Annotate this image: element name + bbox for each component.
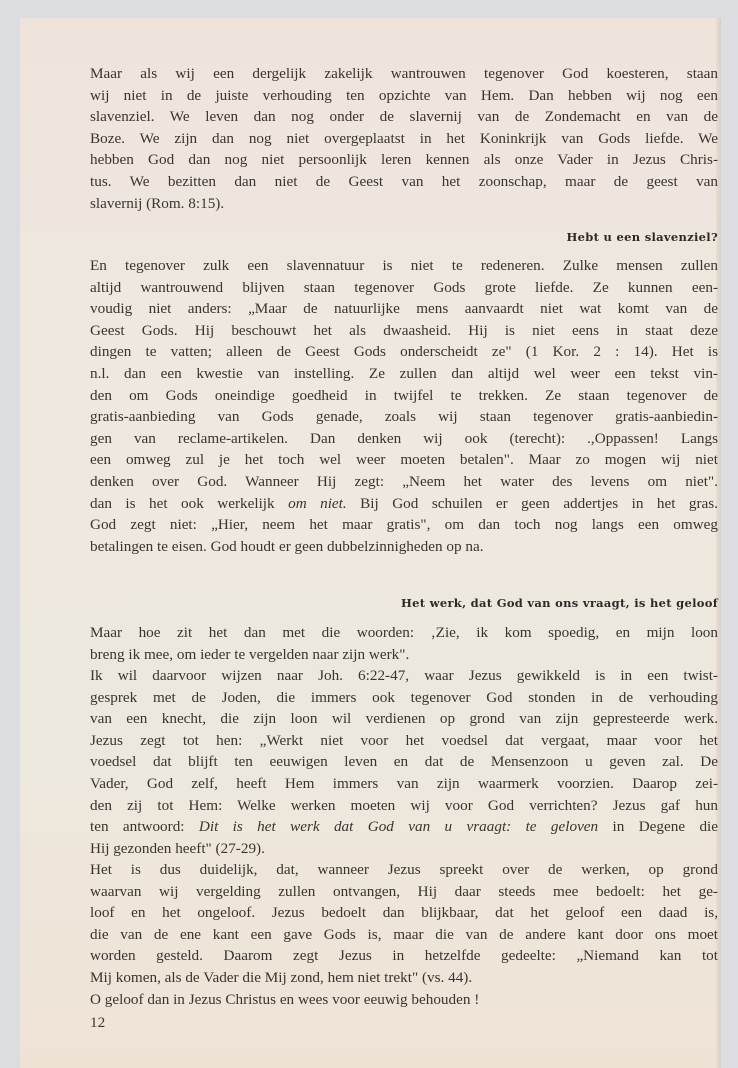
text-line: hebben God dan nog niet persoonlijk leren kennen als onze Vader in Jezus Chris- [90,151,718,169]
text-line: Boze. We zijn dan nog niet overgeplaatst in het Koninkrijk van Gods liefde. We [90,129,718,147]
text-line: worden gesteld. Daarom zegt Jezus in hetzelfde gedeelte: „Niemand kan tot [90,947,718,965]
text-line: voudig niet anders: „Maar de natuurlijke mens aanvaardt niet wat komt van de [90,300,718,318]
text-line: gen van reclame-artikelen. Dan denken wij ook (terecht): .,Oppassen! Langs [90,429,718,447]
section-heading: Het werk, dat God van ons vraagt, is het geloof [400,596,718,610]
text-line: een omweg zul je het toch wel weer moeten betalen". Maar zo mogen wij niet [90,451,718,469]
text-line: breng ik mee, om ieder te vergelden naar zijn werk". [90,645,410,663]
text-segment: in Degene die [598,818,719,836]
text-line: Ik wil daarvoor wijzen naar Joh. 6:22-47, waar Jezus gewikkeld is in een twist- [90,667,718,684]
text-line: Geest Gods. Hij beschouwt het als dwaasheid. Hij is niet eens in staat deze [90,321,718,339]
text-line: betalingen te eisen. God houdt er geen dubbelzinnigheden op na. [90,537,484,555]
text-line: slavernij (Rom. 8:15). [90,194,225,212]
text-line: voedsel dat blijft ten eeuwigen leven en dat de Mensenzoon u geven zal. De [90,753,718,771]
text-line: loof en het ongeloof. Jezus bedoelt dan blijkbaar, dat het geloof een daad is, [90,904,718,922]
text-line: tus. We bezitten dan niet de Geest van het zoonschap, maar de geest van [90,173,718,190]
text-line: van een knecht, die zijn loon wil verdienen op grond van zijn gepresteerde werk. [90,710,718,728]
text-line [90,494,718,514]
text-line: den zij tot Hem: Welke werken moeten wij voor God verrichten? Jezus gaf hun [90,796,718,814]
text-line: die van de ene kant een gave Gods is, maar die van de andere kant door ons moet [90,925,718,943]
italic-text: om niet. [288,494,347,512]
text-line: dingen te vatten; alleen de Geest Gods onderscheidt ze" (1 Kor. 2 : 14). Het is [90,343,718,361]
section-heading: Hebt u een slavenziel? [566,230,718,244]
page-number: 12 [90,1014,106,1031]
text-line: den om Gods oneindige goedheid in twijfel te trekken. Ze staan tegenover de [90,386,718,404]
text-line: God zegt niet: „Hier, neem het maar gratis", om dan toch nog langs een omweg [90,516,718,534]
text-line: Het is dus duidelijk, dat, wanneer Jezus spreekt over de werken, op grond [90,861,718,878]
text-segment: dan is het ook werkelijk [90,494,289,512]
text-segment: ten antwoord: [90,818,199,836]
text-line: Maar hoe zit het dan met die woorden: ‚Zie, ik kom spoedig, en mijn loon [90,624,718,641]
text-line: Mij komen, als de Vader die Mij zond, hem niet trekt" (vs. 44). [90,969,473,986]
text-line: n.l. dan een kwestie van instelling. Ze zullen dan altijd wel weer een tekst vin- [90,365,718,382]
text-line: Vader, God zelf, heeft Hem immers van zijn waarmerk voorzien. Daarop zei- [90,775,718,792]
text-line: O geloof dan in Jezus Christus en wees voor eeuwig behouden ! [90,991,480,1008]
text-line [90,817,718,837]
text-line: waarvan wij vergelding zullen ontvangen, Hij daar steeds mee bedoelt: het ge- [90,882,718,900]
text-line: Hij gezonden heeft" (27-29). [90,839,265,857]
text-line: gratis-aanbieding van Gods genade, zoals wij staan tegenover gratis-aanbiedin- [90,408,718,426]
text-line: altijd wantrouwend blijven staan tegenover Gods grote liefde. Ze kunnen een- [90,278,718,296]
text-line: slavenziel. We leven dan nog onder de slavernij van de Zondemacht en van de [90,108,718,126]
text-line: denken over God. Wanneer Hij zegt: „Neem het water des levens om niet". [90,473,718,490]
text-segment: Bij God schuilen er geen addertjes in het gras. [346,494,719,512]
text-line: wij niet in de juiste verhouding ten opzichte van Hem. Dan hebben wij nog een [90,86,718,104]
text-line: Jezus zegt tot hen: „Werkt niet voor het voedsel dat vergaat, maar voor het [90,731,718,749]
text-line: En tegenover zulk een slavennatuur is niet te redeneren. Zulke mensen zullen [90,257,718,274]
italic-text: Dit is het werk dat God van u vraagt: te geloven [198,818,599,836]
text-line: gesprek met de Joden, die immers ook tegenover God stonden in de verhouding [90,688,718,706]
text-line: Maar als wij een dergelijk zakelijk wantrouwen tegenover God koesteren, staan [90,65,718,82]
